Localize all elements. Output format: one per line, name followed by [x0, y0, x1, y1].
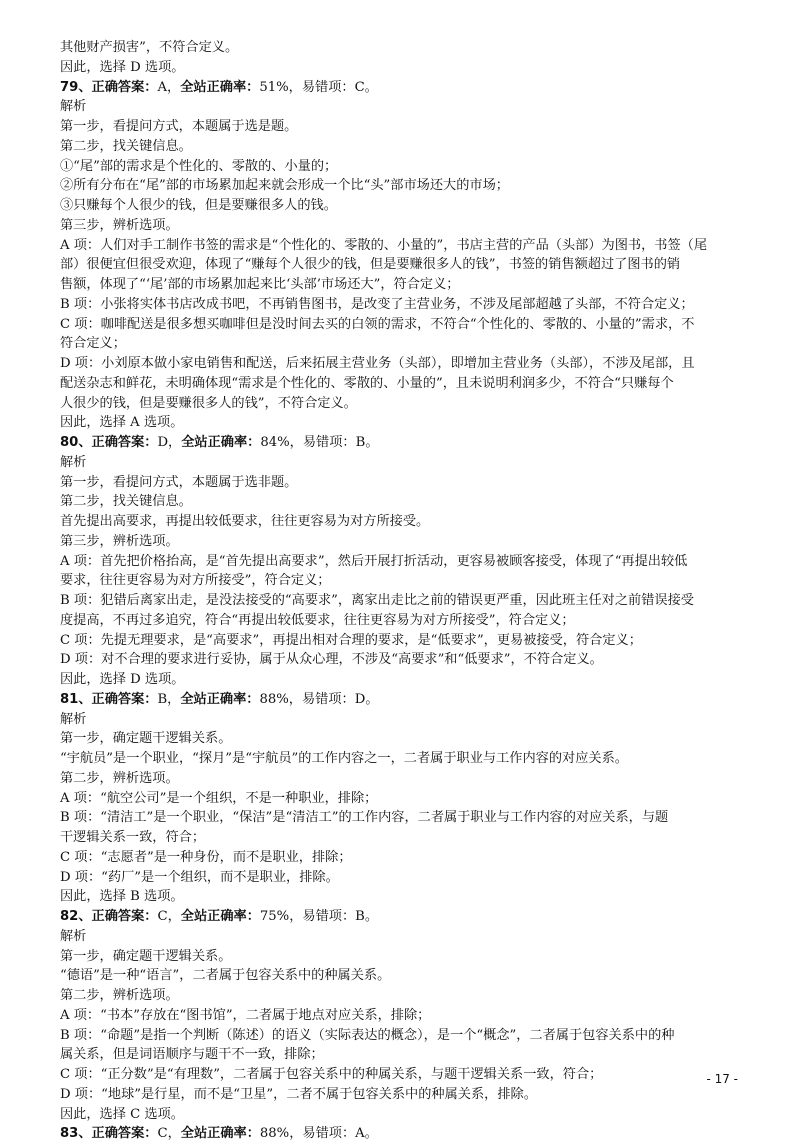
text-line: D 项：对不合理的要求进行妥协，属于从众心理，不涉及“高要求”和“低要求”，不符合定义。 [60, 652, 603, 668]
text-line: 解析 [60, 454, 87, 470]
text-line: 度提高，不再过多追究，符合“再提出较低要求，往往更容易为对方所接受”，符合定义； [60, 612, 575, 628]
text-line: 因此，选择 A 选项。 [60, 415, 184, 431]
text-line: 其他财产损害”，不符合定义。 [60, 40, 239, 55]
answer-label: 正确答案： [91, 1126, 158, 1142]
text-line: B 项：“清洁工”是一个职业，“保洁”是“清洁工”的工作内容，二者属于职业与工作内容的对应关系，与题 [60, 810, 669, 826]
accuracy-value: 88%，易错项：D。 [259, 691, 379, 707]
text-line: 属关系，但是词语顺序与题干不一致，排除； [60, 1047, 324, 1063]
text-line: 第二步，辨析选项。 [60, 770, 179, 786]
answer-label: 正确答案： [91, 79, 158, 95]
text-line: 解析 [60, 928, 87, 944]
accuracy-label: 全站正确率： [180, 1126, 260, 1142]
text-line: 售额，体现了“‘尾’部的市场累加起来比‘头部’市场还大”，符合定义； [60, 277, 460, 292]
text-line: B 项：“命题”是指一个判断（陈述）的语义（实际表达的概念），是一个“概念”，二者属于包容关系中的种 [60, 1027, 675, 1043]
accuracy-label: 全站正确率： [180, 909, 260, 924]
answer-number: 83、 [60, 1126, 92, 1142]
answer-number: 82、 [60, 909, 92, 924]
text-line: 第一步，确定题干逻辑关系。 [60, 731, 232, 747]
text-line: 人很少的钱，但是要赚很多人的钱”，不符合定义。 [60, 395, 357, 411]
text-line: ①“尾”部的需求是个性化的、零散的、小量的； [60, 158, 338, 174]
text-line: D 项：“地球”是行星，而不是“卫星”，二者不属于包容关系中的种属关系，排除。 [60, 1086, 537, 1102]
page-content [60, 38, 750, 1144]
text-line: ②所有分布在“尾”部的市场累加起来就会形成一个比“头”部市场还大的市场； [60, 178, 509, 194]
text-line: 因此，选择 D 选项。 [60, 672, 185, 687]
text-line: 第二步，找关键信息。 [60, 138, 192, 154]
text-line: 因此，选择 C 选项。 [60, 1106, 184, 1122]
text-line: 干逻辑关系一致，符合； [60, 830, 206, 845]
answer-value: A， [157, 79, 181, 95]
text-line: C 项：咖啡配送是很多想买咖啡但是没时间去买的白领的需求，不符合“个性化的、零散的、小量的”需求，不 [60, 316, 695, 332]
answer-number: 79、 [60, 79, 92, 95]
text-line: “宇航员”是一个职业，“探月”是“宇航员”的工作内容之一，二者属于职业与工作内容的对应关系。 [60, 751, 628, 766]
text-line: D 项：小刘原本做小家电销售和配送，后来拓展主营业务（头部），即增加主营业务（头部），不涉及尾部，且 [60, 356, 695, 371]
answer-line [60, 907, 750, 927]
answer-label: 正确答案： [91, 691, 158, 707]
accuracy-value: 75%，易错项：B。 [259, 909, 379, 924]
text-line: 第一步，确定题干逻辑关系。 [60, 948, 232, 964]
text-line: 第一步，看提问方式，本题属于选非题。 [60, 474, 298, 490]
accuracy-value: 84%，易错项：B。 [260, 435, 379, 450]
answer-line [60, 78, 750, 98]
text-line: A 项：首先把价格抬高，是“首先提出高要求”，然后开展打折活动，更容易被顾客接受，体现了“再提出较低 [60, 553, 688, 569]
text-line: 第三步，辨析选项。 [60, 217, 179, 233]
page-number: - 17 - [706, 1072, 738, 1086]
text-line: 配送杂志和鲜花，未明确体现“需求是个性化的、零散的、小量的”，且未说明利润多少，不符合“只赚每个 [60, 375, 674, 391]
text-line: A 项：人们对手工制作书签的需求是“个性化的、零散的、小量的”，书店主营的产品（头部）为图书，书签（尾 [60, 237, 708, 253]
text-line: D 项：“药厂”是一个组织，而不是职业，排除。 [60, 869, 339, 885]
text-line: 第三步，辨析选项。 [60, 533, 179, 549]
answer-value: C， [157, 909, 181, 924]
accuracy-value: 88%，易错项：A。 [259, 1126, 378, 1142]
text-line: 因此，选择 D 选项。 [60, 59, 185, 75]
answer-number: 80、 [60, 435, 92, 450]
answer-value: B， [157, 691, 181, 707]
text-line: A 项：“航空公司”是一个组织，不是一种职业，排除； [60, 790, 378, 806]
answer-label: 正确答案： [91, 909, 158, 924]
text-line: 第二步，辨析选项。 [60, 988, 179, 1003]
text-line: B 项：小张将实体书店改成书吧，不再销售图书，是改变了主营业务，不涉及尾部超越了头部，不符合定义； [60, 296, 694, 312]
text-line: B 项：犯错后离家出走，是没法接受的“高要求”，离家出走比之前的错误更严重，因此班主任对之前错误接受 [60, 593, 694, 608]
answer-number: 81、 [60, 691, 92, 707]
text-line: 部）很便宜但很受欢迎，体现了“赚每个人很少的钱，但是要赚很多人的钱”，书签的销售额超过了图书的销 [60, 257, 681, 273]
answer-value: D， [157, 435, 182, 450]
text-line: 第一步，看提问方式，本题属于选是题。 [60, 119, 298, 134]
answer-line [60, 1124, 750, 1144]
text-line: C 项：“正分数”是“有理数”，二者属于包容关系中的种属关系，与题干逻辑关系一致，符合； [60, 1067, 603, 1082]
answer-line [60, 433, 750, 453]
answer-value: C， [157, 1126, 181, 1142]
accuracy-label: 全站正确率： [181, 435, 261, 450]
answer-label: 正确答案： [91, 435, 158, 450]
text-line: A 项：“书本”存放在“图书馆”，二者属于地点对应关系，排除； [60, 1007, 431, 1023]
accuracy-label: 全站正确率： [180, 691, 260, 707]
text-line: 符合定义； [60, 336, 126, 352]
text-line: ③只赚每个人很少的钱，但是要赚很多人的钱。 [60, 198, 337, 213]
text-line: “德语”是一种“语言”，二者属于包容关系中的种属关系。 [60, 968, 391, 984]
text-line: C 项：先提无理要求，是“高要求”，再提出相对合理的要求，是“低要求”，更易被接受，符合定义； [60, 632, 642, 648]
text-line: C 项：“志愿者”是一种身份，而不是职业，排除； [60, 849, 352, 865]
text-line: 解析 [60, 99, 87, 115]
answer-line [60, 690, 750, 710]
text-line: 因此，选择 B 选项。 [60, 889, 184, 905]
text-line: 要求，往往更容易为对方所接受”，符合定义； [60, 573, 331, 589]
text-line: 解析 [60, 711, 87, 727]
text-line: 第二步，找关键信息。 [60, 494, 192, 510]
accuracy-label: 全站正确率： [180, 79, 260, 95]
text-line: 首先提出高要求，再提出较低要求，往往更容易为对方所接受。 [60, 514, 430, 529]
accuracy-value: 51%，易错项：C。 [259, 79, 378, 95]
